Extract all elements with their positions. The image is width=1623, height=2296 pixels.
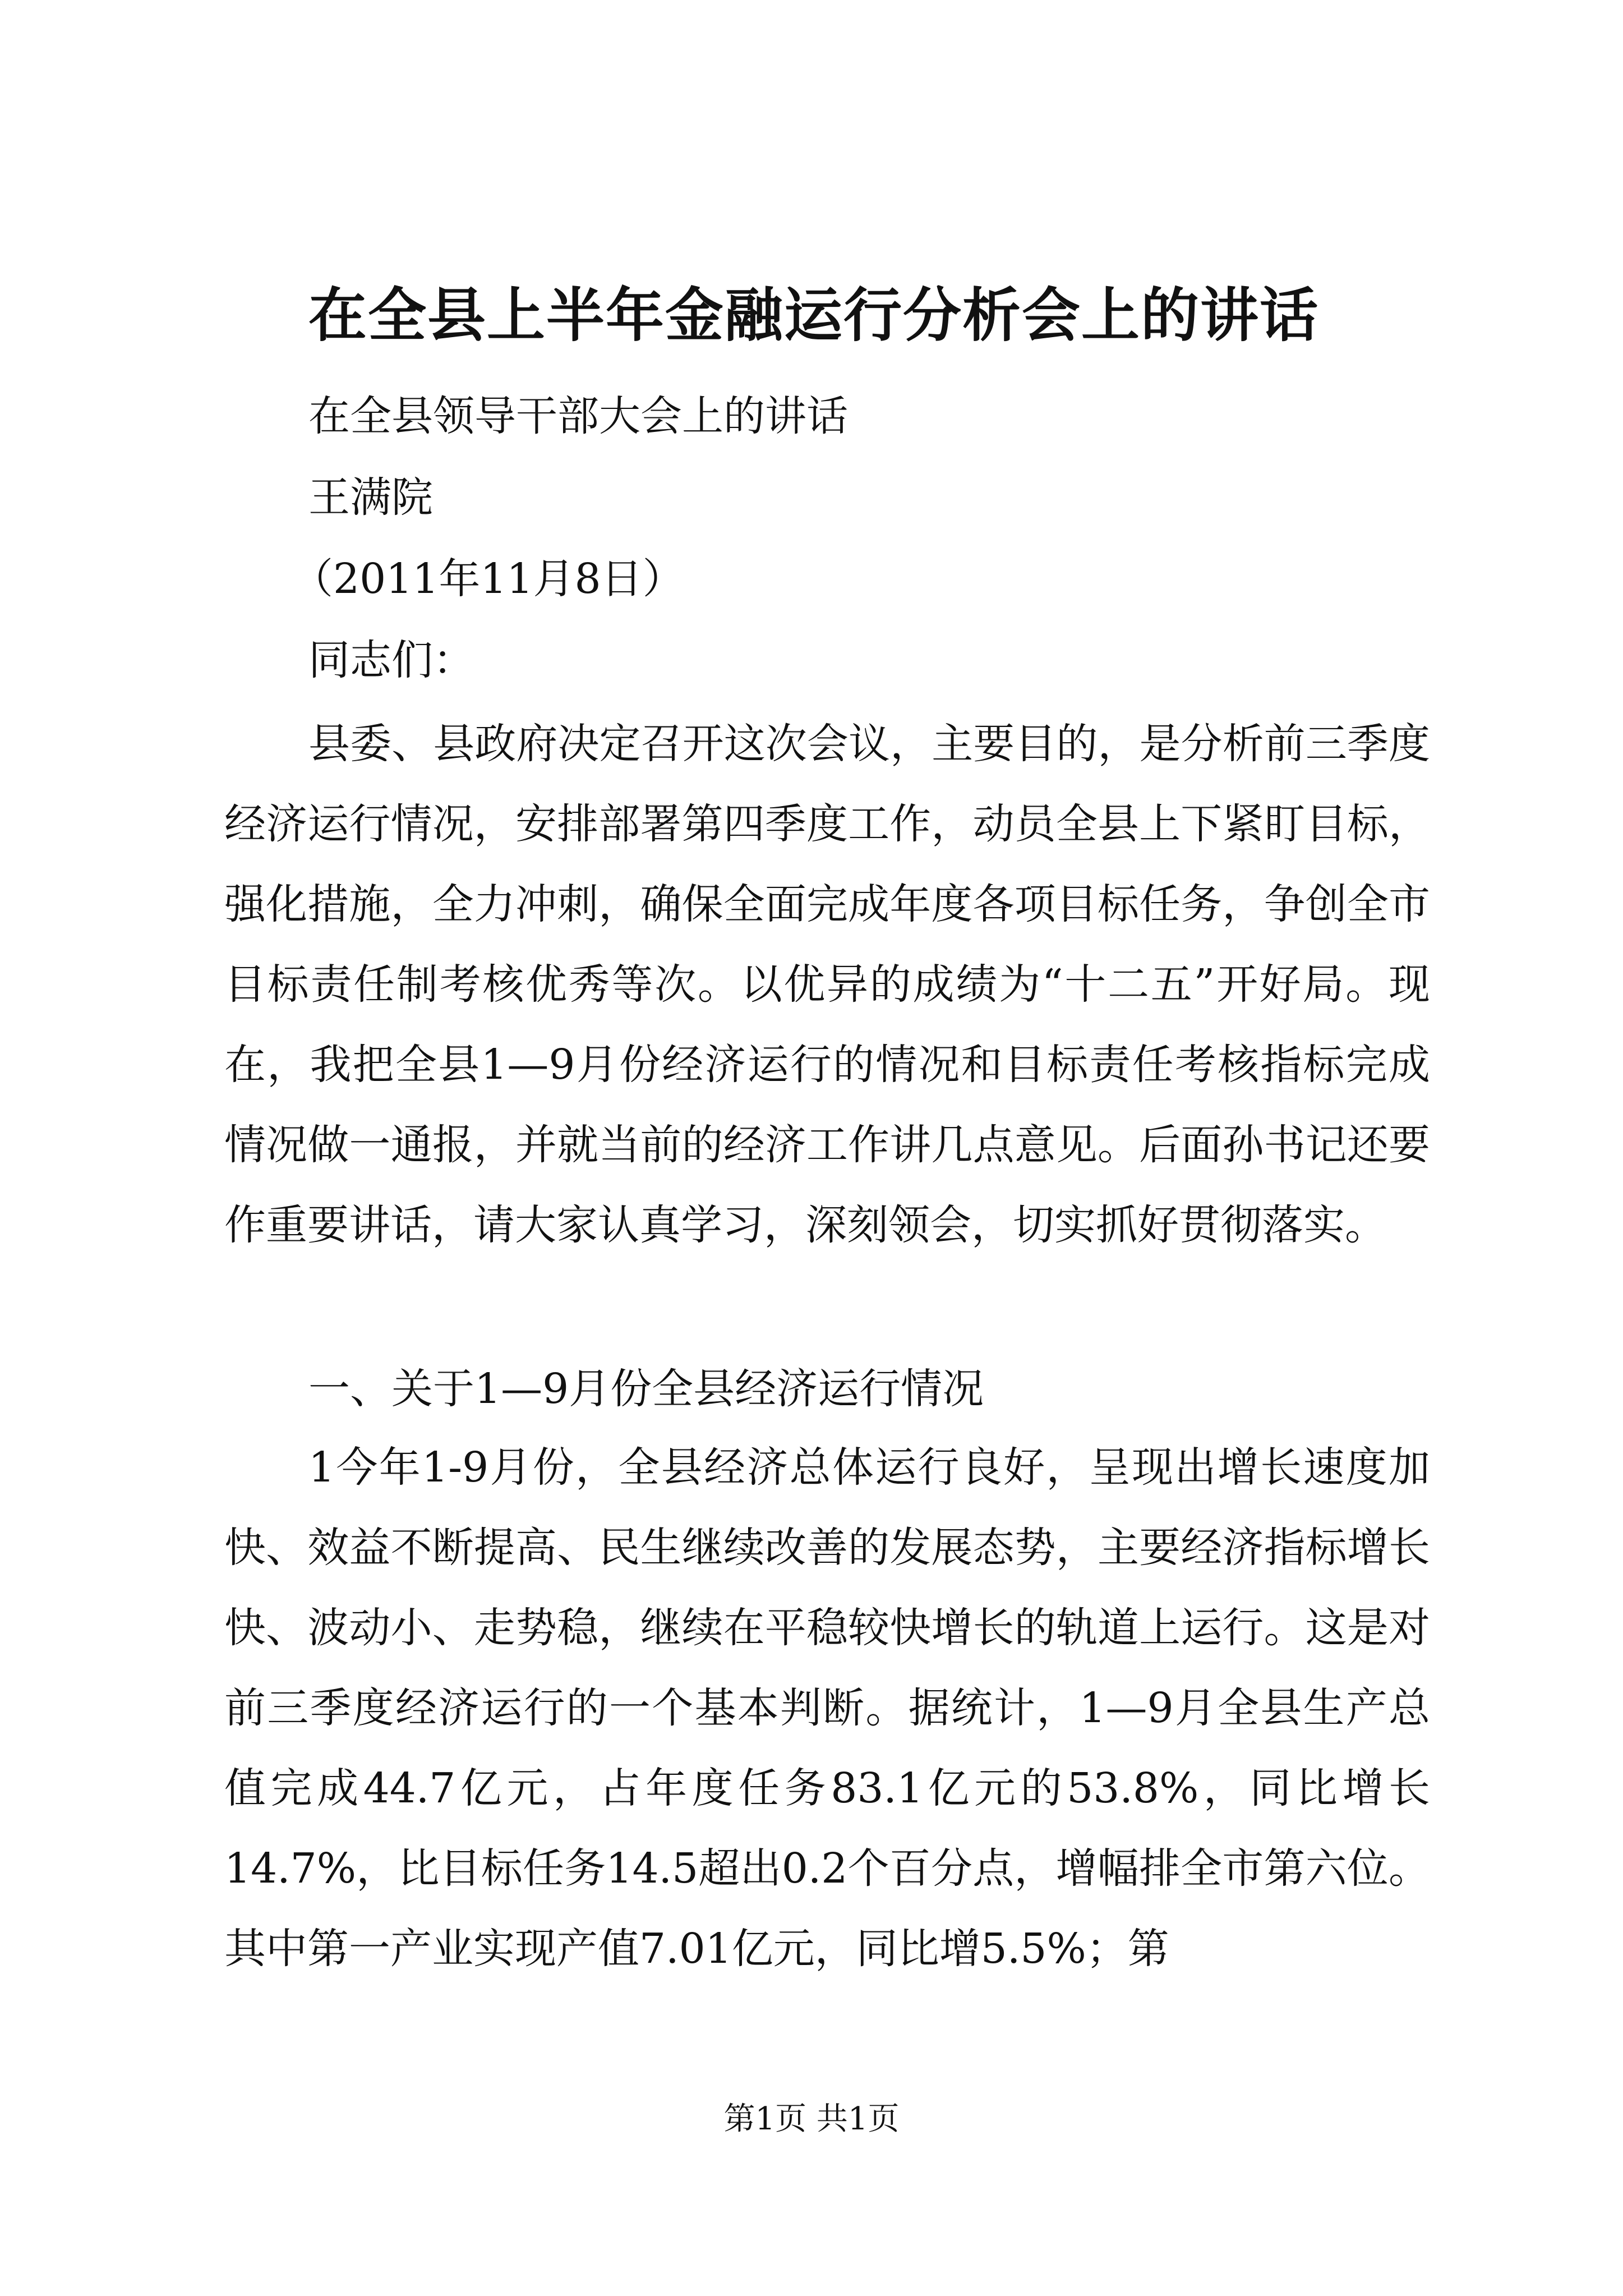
document-subtitle: 在全县领导干部大会上的讲话: [308, 392, 848, 440]
author-name: 王满院: [308, 473, 433, 522]
document-title: 在全县上半年金融运行分析会上的讲话: [308, 280, 1320, 349]
salutation: 同志们：: [308, 636, 474, 684]
paragraph-intro: 县委、县政府决定召开这次会议，主要目的，是分析前三季度经济运行情况，安排部署第四季度工作，动员全县上下紧盯目标，强化措施，全力冲刺，确保全面完成年度各项目标任务，争创全市目标责任制考核优秀等次。以优异的成绩为“十二五”开好局。现在，我把全县1—9月份经济运行的情况和目标责任考核指标完成情况做一通报，并就当前的经济工作讲几点意见。后面孙书记还要作重要讲话，请大家认真学习，深刻领会，切实抓好贯彻落实。: [224, 720, 1430, 1249]
section-heading: 一、关于1—9月份全县经济运行情况: [308, 1365, 984, 1413]
page-footer: 第1页 共1页: [723, 2101, 900, 2137]
speech-date: （2011年11月8日）: [292, 555, 684, 603]
paragraph-economy: 1今年1-9月份，全县经济总体运行良好，呈现出增长速度加快、效益不断提高、民生继续改善的发展态势，主要经济指标增长快、波动小、走势稳，继续在平稳较快增长的轨道上运行。这是对前三季度经济运行的一个基本判断。据统计，1—9月全县生产总值完成44.7亿元，占年度任务83.1亿元的53.8%，同比增长14.7%，比目标任务14.5超出0.2个百分点，增幅排全市第六位。其中第一产业实现产值7.01亿元，同比增5.5%；第: [224, 1443, 1430, 1973]
